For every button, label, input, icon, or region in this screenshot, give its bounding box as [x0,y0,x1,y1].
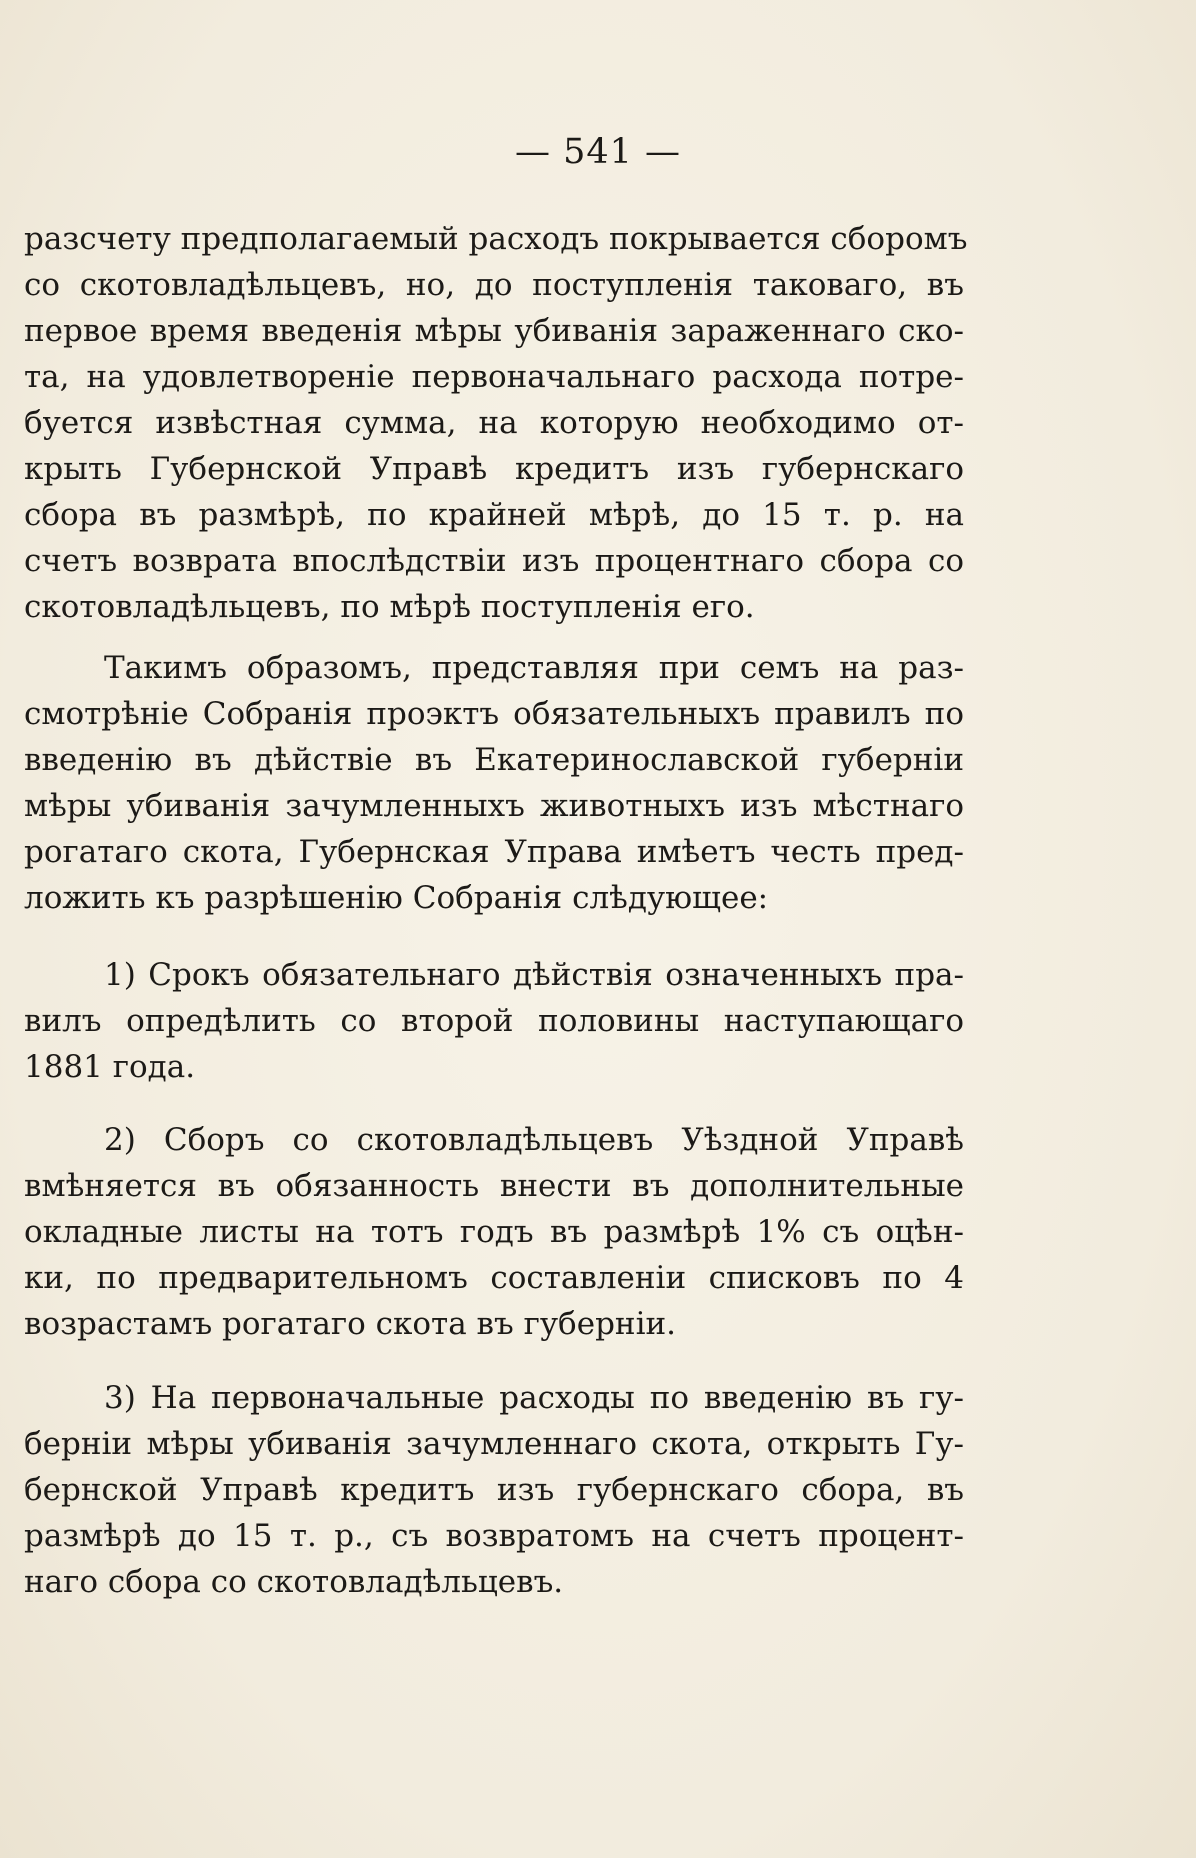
text-line: мѣры убиванія зачумленныхъ животныхъ изъ мѣстнаго [24,788,964,824]
text-line: размѣрѣ до 15 т. р., съ возвратомъ на счетъ процент- [24,1518,964,1554]
text-line: сбора въ размѣрѣ, по крайней мѣрѣ, до 15 т. р. на [24,497,964,533]
text-line: рогатаго скота, Губернская Управа имѣетъ честь пред- [24,834,964,870]
text-line: бернской Управѣ кредитъ изъ губернскаго сбора, въ [24,1472,964,1508]
text-line: со скотовладѣльцевъ, но, до поступленія таковаго, въ [24,267,964,303]
text-line: разсчету предполагаемый расходъ покрывается сборомъ [24,221,968,257]
text-line: наго сбора со скотовладѣльцевъ. [24,1564,564,1600]
text-line: 1881 года. [24,1049,196,1085]
text-line: 2) Сборъ со скотовладѣльцевъ Уѣздной Управѣ [104,1122,964,1158]
list-item-2 [24,1117,964,1347]
paragraph-2 [24,645,964,921]
text-line: 3) На первоначальные расходы по введенію въ гу- [104,1380,964,1416]
text-line: первое время введенія мѣры убиванія зараженнаго ско- [24,313,964,349]
paragraph-1 [24,216,968,630]
text-line: смотрѣніе Собранія проэктъ обязательныхъ правилъ по [24,696,964,732]
list-item-1 [24,952,964,1090]
text-line: крыть Губернской Управѣ кредитъ изъ губернскаго [24,451,964,487]
text-line: Такимъ образомъ, представляя при семъ на раз- [104,650,964,686]
text-line: вмѣняется въ обязанность внести въ дополнительные [24,1168,964,1204]
text-line: счетъ возврата впослѣдствіи изъ процентнаго сбора со [24,543,964,579]
text-line: та, на удовлетвореніе первоначальнаго расхода потре- [24,359,964,395]
text-line: берніи мѣры убиванія зачумленнаго скота, открыть Гу- [24,1426,964,1462]
text-line: возрастамъ рогатаго скота въ губерніи. [24,1306,676,1342]
text-line: 1) Срокъ обязательнаго дѣйствія означенныхъ пра- [104,957,964,993]
list-item-3 [24,1375,964,1605]
text-line: скотовладѣльцевъ, по мѣрѣ поступленія его. [24,589,755,625]
text-line: буется извѣстная сумма, на которую необходимо от- [24,405,964,441]
page-number: — 541 — [514,132,682,172]
text-line: окладные листы на тотъ годъ въ размѣрѣ 1% съ оцѣн- [24,1214,964,1250]
text-line: вилъ опредѣлить со второй половины наступающаго [24,1003,964,1039]
text-line: введенію въ дѣйствіе въ Екатеринославской губерніи [24,742,964,778]
text-line: ложить къ разрѣшенію Собранія слѣдующее: [24,880,769,916]
text-line: ки, по предварительномъ составленіи списковъ по 4 [24,1260,964,1296]
